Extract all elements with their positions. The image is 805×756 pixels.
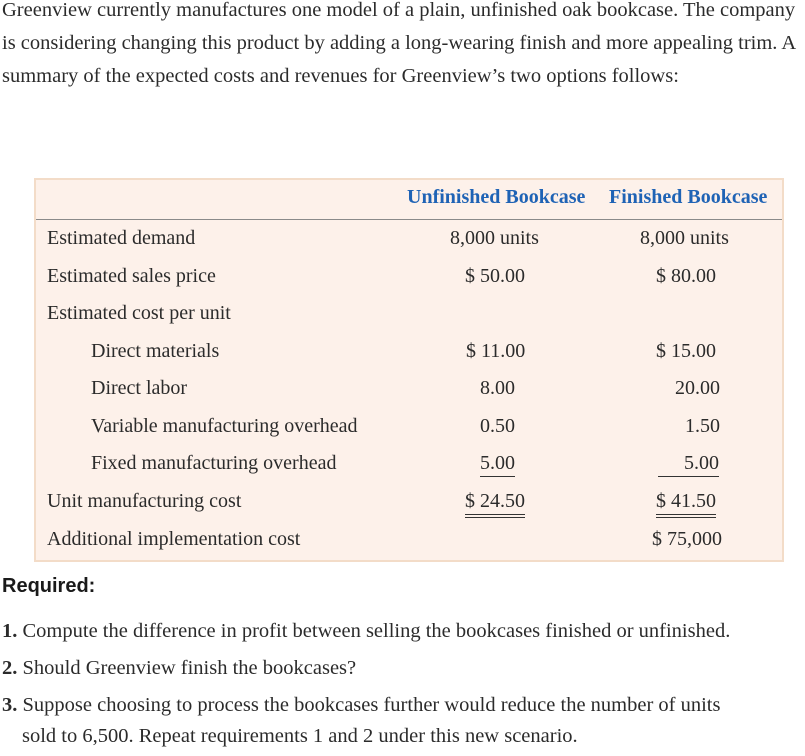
- table-row-fixed-overhead: [36, 446, 782, 483]
- requirement-number: 3.: [2, 694, 18, 716]
- requirement-number: 1.: [2, 620, 18, 642]
- row-label: Estimated demand: [47, 227, 196, 249]
- unfinished-value: $ 50.00: [465, 265, 525, 287]
- col-header-finished: Finished Bookcase: [609, 186, 768, 208]
- row-label: Variable manufacturing overhead: [91, 415, 358, 437]
- table-row-variable-overhead: [36, 409, 782, 446]
- finished-value: 8,000 units: [640, 227, 729, 249]
- row-label: Unit manufacturing cost: [47, 490, 242, 512]
- cost-summary-table: [34, 178, 784, 562]
- finished-value: $ 80.00: [656, 265, 716, 287]
- row-label: Additional implementation cost: [47, 528, 301, 550]
- table-row-direct-labor: [36, 371, 782, 408]
- requirement-text-continued: sold to 6,500. Repeat requirements 1 and 2 under this new scenario.: [22, 725, 578, 747]
- table-row-unit-manufacturing-cost: [36, 484, 782, 521]
- requirement-2: [2, 650, 802, 687]
- unfinished-value: $ 24.50: [465, 490, 525, 518]
- table-row-implementation-cost: [36, 522, 782, 559]
- finished-value: 20.00: [675, 377, 720, 399]
- col-header-unfinished: Unfinished Bookcase: [407, 186, 586, 208]
- row-label: Direct labor: [91, 377, 188, 399]
- finished-value: 5.00: [658, 452, 719, 477]
- requirement-3: [2, 687, 802, 753]
- unfinished-value: 8.00: [480, 377, 515, 399]
- finished-value: 1.50: [685, 415, 720, 437]
- requirement-text: Should Greenview finish the bookcases?: [22, 657, 357, 679]
- unfinished-value: 0.50: [480, 415, 515, 437]
- requirement-text: Compute the difference in profit between selling the bookcases finished or unfinished.: [22, 620, 731, 642]
- requirement-1: [2, 613, 802, 650]
- row-label: Estimated cost per unit: [47, 302, 231, 324]
- table-row-estimated-demand: [36, 221, 782, 258]
- intro-paragraph: Greenview currently manufactures one model of a plain, unfinished oak bookcase. The company is considering changing this product by adding a long-wearing finish and more appealing trim. A summary of the expected costs and revenues for Greenview’s two options follows:: [2, 0, 796, 87]
- finished-value: $ 41.50: [656, 490, 716, 518]
- finished-value: $ 75,000: [652, 528, 722, 550]
- row-label: Fixed manufacturing overhead: [91, 452, 337, 474]
- row-label: Estimated sales price: [47, 265, 216, 287]
- table-row-direct-materials: [36, 334, 782, 371]
- finished-value: $ 15.00: [656, 340, 716, 362]
- requirement-text: Suppose choosing to process the bookcases further would reduce the number of units: [22, 694, 721, 716]
- table-row-sales-price: [36, 259, 782, 296]
- unfinished-value: 8,000 units: [450, 227, 539, 249]
- row-label: Direct materials: [91, 340, 220, 362]
- requirement-number: 2.: [2, 657, 18, 679]
- unfinished-value: $ 11.00: [466, 340, 526, 362]
- table-header: [36, 180, 782, 220]
- required-heading: Required:: [2, 575, 96, 597]
- requirements-list: [2, 613, 802, 753]
- table-row-cost-per-unit-heading: [36, 296, 782, 333]
- unfinished-value: 5.00: [480, 452, 515, 477]
